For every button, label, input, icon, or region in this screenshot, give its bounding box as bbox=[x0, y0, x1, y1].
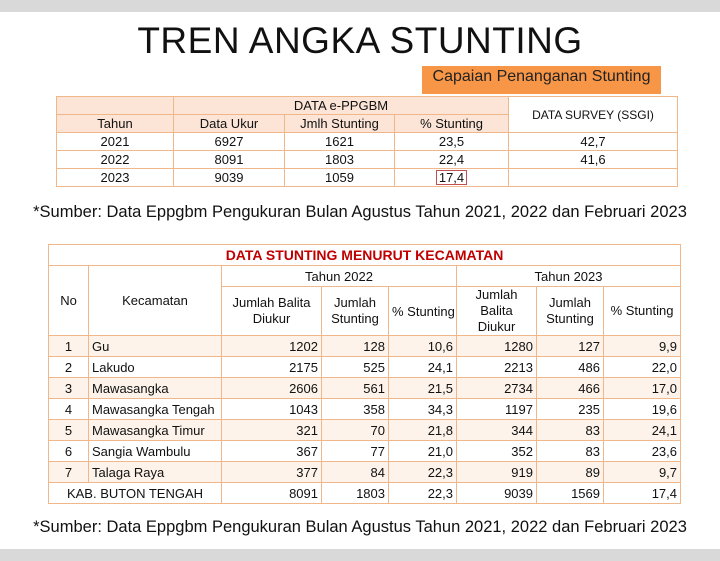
cell-b: 561 bbox=[322, 378, 389, 399]
col-jumlah-stunting-2022: Jumlah Stunting bbox=[322, 287, 389, 336]
cell-ssgi: 42,7 bbox=[509, 133, 678, 151]
cell-c: 22,3 bbox=[389, 462, 457, 483]
source-note-1: *Sumber: Data Eppgbm Pengukuran Bulan Agustus Tahun 2021, 2022 dan Februari 2023 bbox=[33, 203, 687, 221]
table-row bbox=[57, 133, 678, 151]
cell-e: 89 bbox=[537, 462, 604, 483]
blank-header bbox=[57, 97, 174, 115]
cell-d: 1280 bbox=[457, 336, 537, 357]
cell-f: 23,6 bbox=[604, 441, 681, 462]
cell-a: 1043 bbox=[222, 399, 322, 420]
cell-c: 22,3 bbox=[389, 483, 457, 504]
cell-stunting: 1059 bbox=[285, 169, 395, 187]
cell-d: 2734 bbox=[457, 378, 537, 399]
table-row bbox=[57, 169, 678, 187]
table-row bbox=[49, 357, 681, 378]
table-row bbox=[49, 336, 681, 357]
cell-kec: Mawasangka bbox=[89, 378, 222, 399]
cell-e: 1569 bbox=[537, 483, 604, 504]
cell-c: 21,8 bbox=[389, 420, 457, 441]
cell-tahun: 2022 bbox=[57, 151, 174, 169]
cell-b: 70 bbox=[322, 420, 389, 441]
table-row bbox=[49, 420, 681, 441]
cell-ssgi: 41,6 bbox=[509, 151, 678, 169]
cell-a: 1202 bbox=[222, 336, 322, 357]
cell-b: 128 bbox=[322, 336, 389, 357]
col-jumlah-diukur-2023: Jumlah Balita Diukur bbox=[457, 287, 537, 336]
cell-no: 2 bbox=[49, 357, 89, 378]
cell-b: 84 bbox=[322, 462, 389, 483]
cell-a: 367 bbox=[222, 441, 322, 462]
col-jmlh-stunting: Jmlh Stunting bbox=[285, 115, 395, 133]
cell-persen: 22,4 bbox=[395, 151, 509, 169]
cell-a: 377 bbox=[222, 462, 322, 483]
cell-d: 344 bbox=[457, 420, 537, 441]
table-row bbox=[49, 378, 681, 399]
col-tahun: Tahun bbox=[57, 115, 174, 133]
col-jumlah-stunting-2023: Jumlah Stunting bbox=[537, 287, 604, 336]
cell-e: 466 bbox=[537, 378, 604, 399]
col-persen-2023: % Stunting bbox=[604, 287, 681, 336]
cell-c: 10,6 bbox=[389, 336, 457, 357]
cell-ukur: 8091 bbox=[174, 151, 285, 169]
cell-c: 34,3 bbox=[389, 399, 457, 420]
col-jumlah-diukur-2022: Jumlah Balita Diukur bbox=[222, 287, 322, 336]
table-row bbox=[49, 399, 681, 420]
cell-tahun: 2023 bbox=[57, 169, 174, 187]
cell-ukur: 6927 bbox=[174, 133, 285, 151]
cell-stunting: 1621 bbox=[285, 133, 395, 151]
cell-f: 24,1 bbox=[604, 420, 681, 441]
col-data-ukur: Data Ukur bbox=[174, 115, 285, 133]
cell-kec: Lakudo bbox=[89, 357, 222, 378]
col-persen-stunting: % Stunting bbox=[395, 115, 509, 133]
cell-a: 321 bbox=[222, 420, 322, 441]
cell-f: 17,0 bbox=[604, 378, 681, 399]
table-row bbox=[57, 151, 678, 169]
cell-no: 1 bbox=[49, 336, 89, 357]
cell-no: 6 bbox=[49, 441, 89, 462]
cell-ukur: 9039 bbox=[174, 169, 285, 187]
cell-persen: 23,5 bbox=[395, 133, 509, 151]
cell-b: 1803 bbox=[322, 483, 389, 504]
trend-table bbox=[56, 96, 678, 187]
cell-c: 21,5 bbox=[389, 378, 457, 399]
cell-b: 358 bbox=[322, 399, 389, 420]
cell-ssgi bbox=[509, 169, 678, 187]
cell-kec: Sangia Wambulu bbox=[89, 441, 222, 462]
cell-c: 21,0 bbox=[389, 441, 457, 462]
cell-no: 7 bbox=[49, 462, 89, 483]
cell-f: 9,7 bbox=[604, 462, 681, 483]
capaian-box: Capaian Penanganan Stunting bbox=[422, 66, 661, 94]
total-row bbox=[49, 483, 681, 504]
cell-f: 9,9 bbox=[604, 336, 681, 357]
cell-e: 83 bbox=[537, 441, 604, 462]
cell-e: 235 bbox=[537, 399, 604, 420]
year-2022-header: Tahun 2022 bbox=[222, 266, 457, 287]
cell-d: 9039 bbox=[457, 483, 537, 504]
cell-d: 1197 bbox=[457, 399, 537, 420]
source-note-2: *Sumber: Data Eppgbm Pengukuran Bulan Agustus Tahun 2021, 2022 dan Februari 2023 bbox=[33, 518, 687, 536]
cell-a: 2606 bbox=[222, 378, 322, 399]
cell-b: 525 bbox=[322, 357, 389, 378]
col-no: No bbox=[49, 266, 89, 336]
cell-no: 3 bbox=[49, 378, 89, 399]
cell-d: 2213 bbox=[457, 357, 537, 378]
cell-e: 83 bbox=[537, 420, 604, 441]
cell-b: 77 bbox=[322, 441, 389, 462]
col-persen-2022: % Stunting bbox=[389, 287, 457, 336]
table-row bbox=[49, 462, 681, 483]
table-row bbox=[49, 441, 681, 462]
kecamatan-table bbox=[48, 244, 681, 504]
cell-kec: Mawasangka Timur bbox=[89, 420, 222, 441]
cell-f: 17,4 bbox=[604, 483, 681, 504]
total-label: KAB. BUTON TENGAH bbox=[49, 483, 222, 504]
eppgbm-header: DATA e-PPGBM bbox=[174, 97, 509, 115]
year-2023-header: Tahun 2023 bbox=[457, 266, 681, 287]
cell-a: 2175 bbox=[222, 357, 322, 378]
cell-kec: Gu bbox=[89, 336, 222, 357]
cell-c: 24,1 bbox=[389, 357, 457, 378]
cell-stunting: 1803 bbox=[285, 151, 395, 169]
cell-d: 919 bbox=[457, 462, 537, 483]
table-caption: DATA STUNTING MENURUT KECAMATAN bbox=[49, 245, 681, 266]
slide-title: TREN ANGKA STUNTING bbox=[137, 20, 583, 61]
highlight-box: 17,4 bbox=[436, 170, 467, 185]
ssgi-header: DATA SURVEY (SSGI) bbox=[509, 97, 678, 133]
cell-no: 5 bbox=[49, 420, 89, 441]
cell-e: 127 bbox=[537, 336, 604, 357]
cell-d: 352 bbox=[457, 441, 537, 462]
cell-e: 486 bbox=[537, 357, 604, 378]
cell-kec: Talaga Raya bbox=[89, 462, 222, 483]
col-kecamatan: Kecamatan bbox=[89, 266, 222, 336]
cell-f: 22,0 bbox=[604, 357, 681, 378]
cell-tahun: 2021 bbox=[57, 133, 174, 151]
cell-persen-highlight bbox=[395, 169, 509, 187]
cell-no: 4 bbox=[49, 399, 89, 420]
cell-kec: Mawasangka Tengah bbox=[89, 399, 222, 420]
cell-a: 8091 bbox=[222, 483, 322, 504]
cell-f: 19,6 bbox=[604, 399, 681, 420]
